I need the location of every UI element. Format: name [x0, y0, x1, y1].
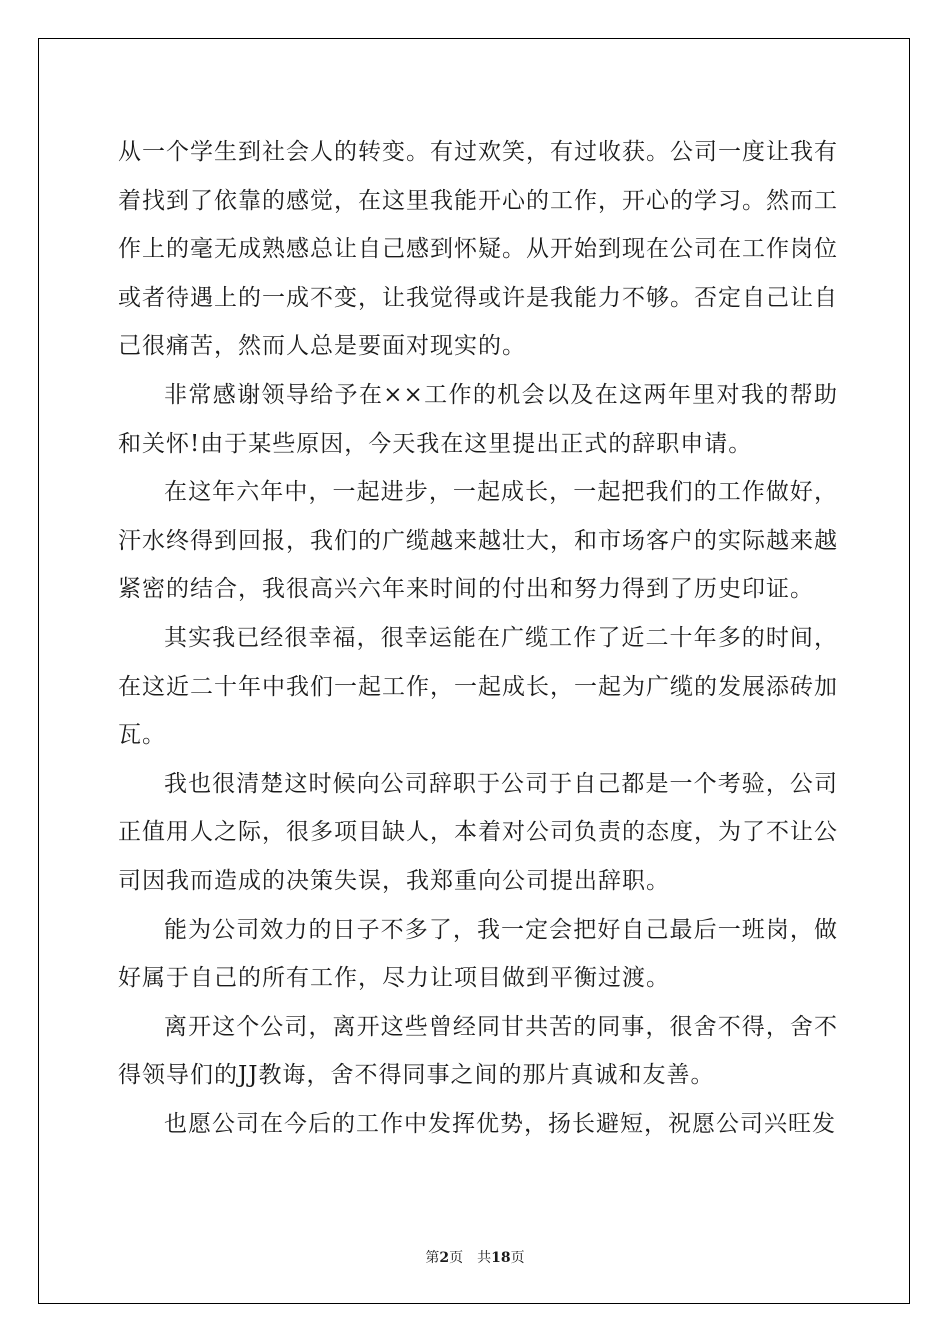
paragraph: 能为公司效力的日子不多了，我一定会把好自己最后一班岗，做好属于自己的所有工作，尽力让项目做到平衡过渡。 — [118, 916, 838, 992]
document-body — [118, 128, 838, 1148]
paragraph: 其实我已经很幸福，很幸运能在广缆工作了近二十年多的时间，在这近二十年中我们一起工作，一起成长，一起为广缆的发展添砖加瓦。 — [118, 624, 838, 749]
total-pages: 18 — [491, 1250, 511, 1266]
paragraph: 也愿公司在今后的工作中发挥优势，扬长避短，祝愿公司兴旺发 — [164, 1110, 836, 1137]
paragraph: 从一个学生到社会人的转变。有过欢笑，有过收获。公司一度让我有着找到了依靠的感觉，在这里我能开心的工作，开心的学习。然而工作上的毫无成熟感总让自己感到怀疑。从开始到现在公司在工作岗位或者待遇上的一成不变，让我觉得或许是我能力不够。否定自己让自己很痛苦，然而人总是要面对现实的。 — [118, 139, 838, 360]
paragraph: 我也很清楚这时候向公司辞职于公司于自己都是一个考验，公司正值用人之际，很多项目缺人，本着对公司负责的态度，为了不让公司因我而造成的决策失误，我郑重向公司提出辞职。 — [118, 770, 838, 894]
page-number: 2 — [439, 1250, 450, 1266]
page-footer — [0, 1247, 950, 1267]
paragraph: 非常感谢领导给予在××工作的机会以及在这两年里对我的帮助和关怀!由于某些原因，今天我在这里提出正式的辞职申请。 — [118, 381, 838, 457]
paragraph: 离开这个公司，离开这些曾经同甘共苦的同事，很舍不得，舍不得领导们的JJ教诲，舍不得同事之间的那片真诚和友善。 — [118, 1013, 838, 1089]
paragraph: 在这年六年中，一起进步，一起成长，一起把我们的工作做好，汗水终得到回报，我们的广缆越来越壮大，和市场客户的实际越来越紧密的结合，我很高兴六年来时间的付出和努力得到了历史印证。 — [118, 479, 838, 603]
total-prefix: 共 — [477, 1250, 492, 1266]
total-suffix: 页 — [510, 1250, 525, 1266]
page-prefix: 第 — [425, 1250, 440, 1266]
page-suffix: 页 — [449, 1250, 464, 1266]
